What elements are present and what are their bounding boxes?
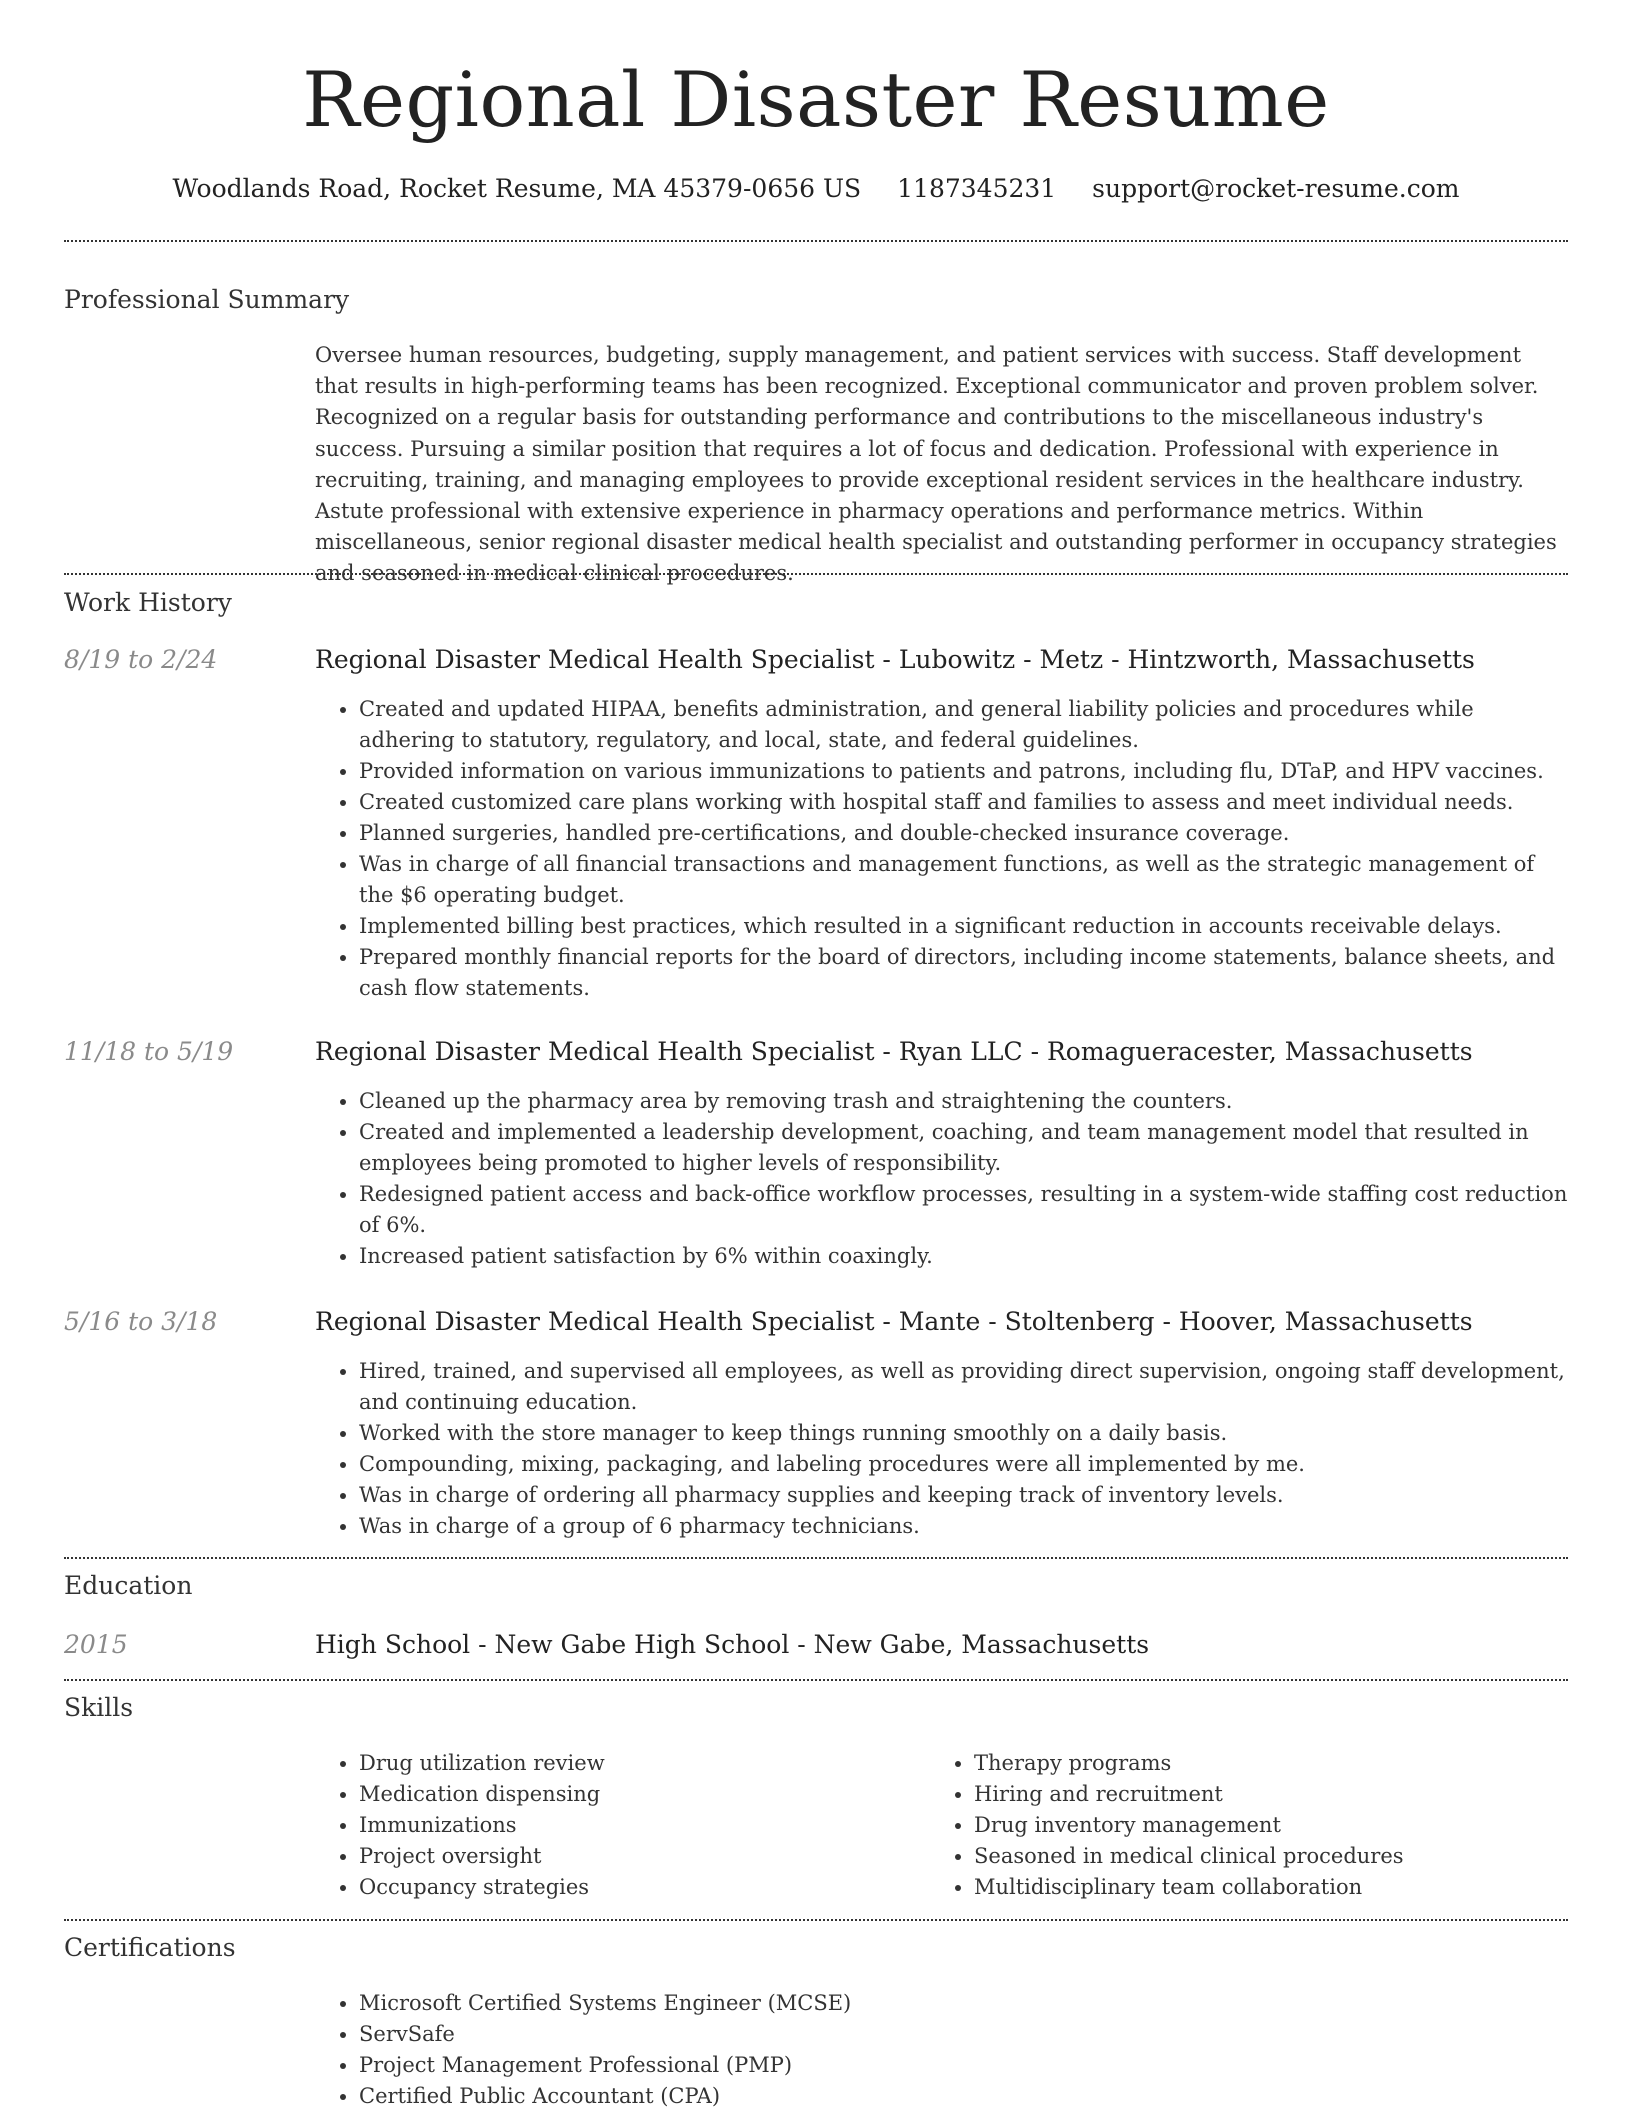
certification-item: • Project Management Professional (PMP) — [359, 2050, 1569, 2081]
contact-phone: 1187345231 — [897, 174, 1057, 203]
job-dates: 5/16 to 3/18 — [64, 1307, 218, 1336]
skills-list-left — [315, 1748, 875, 1903]
job-bullet: • Increased patient satisfaction by 6% within coaxingly. — [359, 1241, 1569, 1272]
job-bullet: • Provided information on various immunizations to patients and patrons, including flu, DTaP, and HPV vaccines. — [359, 756, 1569, 787]
certifications-list — [315, 1988, 1569, 2112]
skill-item: • Drug inventory management — [974, 1810, 1490, 1841]
job-bullet: • Cleaned up the pharmacy area by removing trash and straightening the counters. — [359, 1086, 1569, 1117]
skill-item: • Multidisciplinary team collaboration — [974, 1872, 1490, 1903]
skill-item: • Occupancy strategies — [359, 1872, 875, 1903]
header-divider — [64, 240, 1568, 242]
work-divider — [64, 1557, 1568, 1559]
job-title: Regional Disaster Medical Health Specialist - Lubowitz - Metz - Hintzworth, Massachusetts — [315, 645, 1475, 674]
skill-item: • Therapy programs — [974, 1748, 1490, 1779]
job-bullet: • Was in charge of all financial transactions and management functions, as well as the strategic management of the $6 operating budget. — [359, 849, 1569, 911]
job-title: Regional Disaster Medical Health Specialist - Mante - Stoltenberg - Hoover, Massachusetts — [315, 1307, 1473, 1336]
education-entry: High School - New Gabe High School - New Gabe, Massachusetts — [315, 1630, 1150, 1659]
section-title-skills: Skills — [64, 1693, 134, 1722]
skills-divider — [64, 1919, 1568, 1921]
skill-item: • Drug utilization review — [359, 1748, 875, 1779]
section-title-certifications: Certifications — [64, 1933, 236, 1962]
certification-item: • Microsoft Certified Systems Engineer (MCSE) — [359, 1988, 1569, 2019]
education-divider — [64, 1679, 1568, 1681]
contact-line — [0, 171, 1632, 207]
job-bullet: • Hired, trained, and supervised all employees, as well as providing direct supervision, ongoing staff development, and continuing education. — [359, 1356, 1569, 1418]
skill-item: • Seasoned in medical clinical procedures — [974, 1841, 1490, 1872]
section-title-summary: Professional Summary — [64, 285, 350, 314]
section-title-work-history: Work History — [64, 588, 232, 617]
job-bullet: • Compounding, mixing, packaging, and labeling procedures were all implemented by me. — [359, 1449, 1569, 1480]
section-title-education: Education — [64, 1571, 193, 1600]
certification-item: • ServSafe — [359, 2019, 1569, 2050]
job-bullet: • Created customized care plans working with hospital staff and families to assess and meet individual needs. — [359, 787, 1569, 818]
contact-address: Woodlands Road, Rocket Resume, MA 45379-0656 US — [172, 174, 862, 203]
job-dates: 8/19 to 2/24 — [64, 645, 218, 674]
job-title: Regional Disaster Medical Health Specialist - Ryan LLC - Romagueracester, Massachusetts — [315, 1037, 1473, 1066]
job-bullets — [315, 694, 1569, 1004]
skill-item: • Medication dispensing — [359, 1779, 875, 1810]
skills-list-right — [930, 1748, 1490, 1903]
skill-item: • Immunizations — [359, 1810, 875, 1841]
job-dates: 11/18 to 5/19 — [64, 1037, 234, 1066]
job-bullet: • Worked with the store manager to keep things running smoothly on a daily basis. — [359, 1418, 1569, 1449]
job-bullet: • Was in charge of ordering all pharmacy supplies and keeping track of inventory levels. — [359, 1480, 1569, 1511]
resume-name: Regional Disaster Resume — [302, 55, 1330, 144]
job-bullet: • Created and updated HIPAA, benefits administration, and general liability policies and procedures while adhering to statutory, regulatory, and local, state, and federal guidelines. — [359, 694, 1569, 756]
summary-text: Oversee human resources, budgeting, supply management, and patient services with success. Staff development that results in high-performing teams has been recognized. Exceptional communicator and proven problem solver. Recognized on a regular basis for outstanding performance and contributions to the miscellaneous industry's success. Pursuing a similar position that requires a lot of focus and dedication. Professional with experience in recruiting, training, and managing employees to provide exceptional resident services in the healthcare industry. Astute professional with extensive experience in pharmacy operations and performance metrics. Within miscellaneous, senior regional disaster medical health specialist and outstanding performer in occupancy strategies and seasoned in medical clinical procedures. — [315, 343, 1557, 586]
job-bullet: • Prepared monthly financial reports for the board of directors, including income statements, balance sheets, and cash flow statements. — [359, 942, 1569, 1004]
job-bullet: • Redesigned patient access and back-office workflow processes, resulting in a system-wide staffing cost reduction of 6%. — [359, 1179, 1569, 1241]
education-year: 2015 — [64, 1630, 128, 1659]
contact-email[interactable]: support@rocket-resume.com — [1092, 174, 1460, 203]
job-bullets — [315, 1086, 1569, 1272]
job-bullet: • Created and implemented a leadership development, coaching, and team management model that resulted in employees being promoted to higher levels of responsibility. — [359, 1117, 1569, 1179]
job-bullet: • Planned surgeries, handled pre-certifications, and double-checked insurance coverage. — [359, 818, 1569, 849]
job-bullet: • Implemented billing best practices, which resulted in a significant reduction in accounts receivable delays. — [359, 911, 1569, 942]
job-bullet: • Was in charge of a group of 6 pharmacy technicians. — [359, 1511, 1569, 1542]
skill-item: • Project oversight — [359, 1841, 875, 1872]
certification-item: • Certified Public Accountant (CPA) — [359, 2081, 1569, 2112]
job-bullets — [315, 1356, 1569, 1542]
skill-item: • Hiring and recruitment — [974, 1779, 1490, 1810]
summary-divider — [64, 573, 1568, 575]
